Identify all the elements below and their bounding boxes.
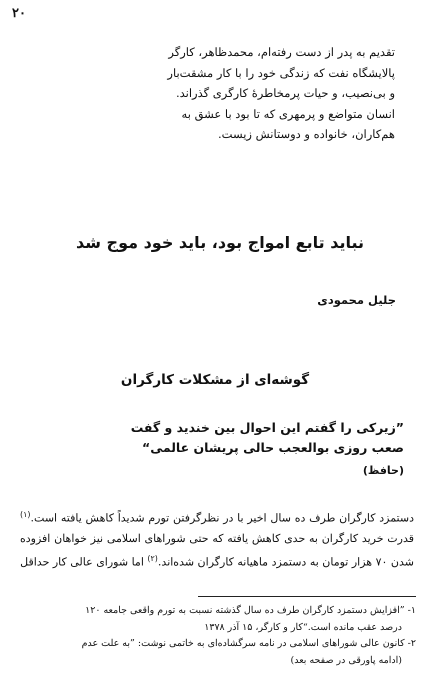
- footnote-line: درصد عقب مانده است.“کار و کارگر، ۱۵ آذر ۱۳۷۸: [204, 621, 402, 633]
- footnote-line: ۲- کانون عالی شوراهای اسلامی در نامه سرگشاده‌ای به خاتمی نوشت: ”به علت عدم: [81, 638, 416, 649]
- article-title: نباید تابع امواج بود، باید خود موج شد: [76, 233, 364, 252]
- dedication-line: پالایشگاه نفت که زندگی خود را با کار مشقت‌بار: [167, 65, 395, 80]
- dedication-line: انسان متواضع و پرمهری که تا بود با عشق به: [181, 106, 395, 121]
- poem-verse: ”زیرکی را گفتم این احوال بین خندید و گفت: [130, 420, 404, 435]
- body-line: [20, 549, 414, 573]
- section-heading: گوشه‌ای از مشکلات کارگران: [120, 372, 310, 388]
- footnotes: [22, 603, 416, 669]
- body-paragraph: [20, 505, 414, 572]
- poem-verse: صعب روزی بوالعجب حالی پریشان عالمی“: [141, 440, 404, 455]
- body-text: اما شورای عالی کار حداقل: [20, 555, 148, 569]
- author-name: جلیل محمودی: [317, 293, 396, 307]
- footnote-ref[interactable]: (۱): [20, 510, 31, 519]
- dedication-paragraph: [60, 42, 395, 145]
- footnote-ref[interactable]: (۲): [147, 553, 158, 563]
- poem-epigraph: [34, 418, 404, 481]
- page-number: ۲۰: [12, 6, 26, 21]
- body-line: قدرت خرید کارگران به حدی کاهش یافته که حتی شوراهای اسلامی نیز خواهان افزوده: [20, 531, 414, 545]
- body-line: [20, 505, 414, 529]
- body-text: شدن ۷۰ هزار تومان به دستمزد ماهیانه کارگران شده‌اند.: [157, 555, 414, 569]
- dedication-line: هم‌کاران، خانواده و دوستانش زیست.: [218, 127, 395, 141]
- dedication-line: تقدیم به پدر از دست رفته‌ام، محمدظاهر، کارگر: [168, 45, 395, 59]
- footnote-divider: [198, 596, 416, 597]
- poem-attribution: (حافظ): [362, 464, 404, 477]
- footnote-line: ۱- ”افزایش دستمزد کارگران طرف ده سال گذشته نسبت به تورم واقعی جامعه ۱۲۰: [85, 605, 416, 616]
- body-text: دستمزد کارگران طرف ده سال اخیر با در نظرگرفتن تورم شدیداً کاهش یافته است.: [30, 511, 414, 525]
- footnote-continued-note: (ادامه پاورقی در صفحه بعد): [290, 654, 402, 666]
- dedication-line: و بی‌نصیب، و حیات پرمخاطرهٔ کارگری گذراند.: [175, 86, 395, 100]
